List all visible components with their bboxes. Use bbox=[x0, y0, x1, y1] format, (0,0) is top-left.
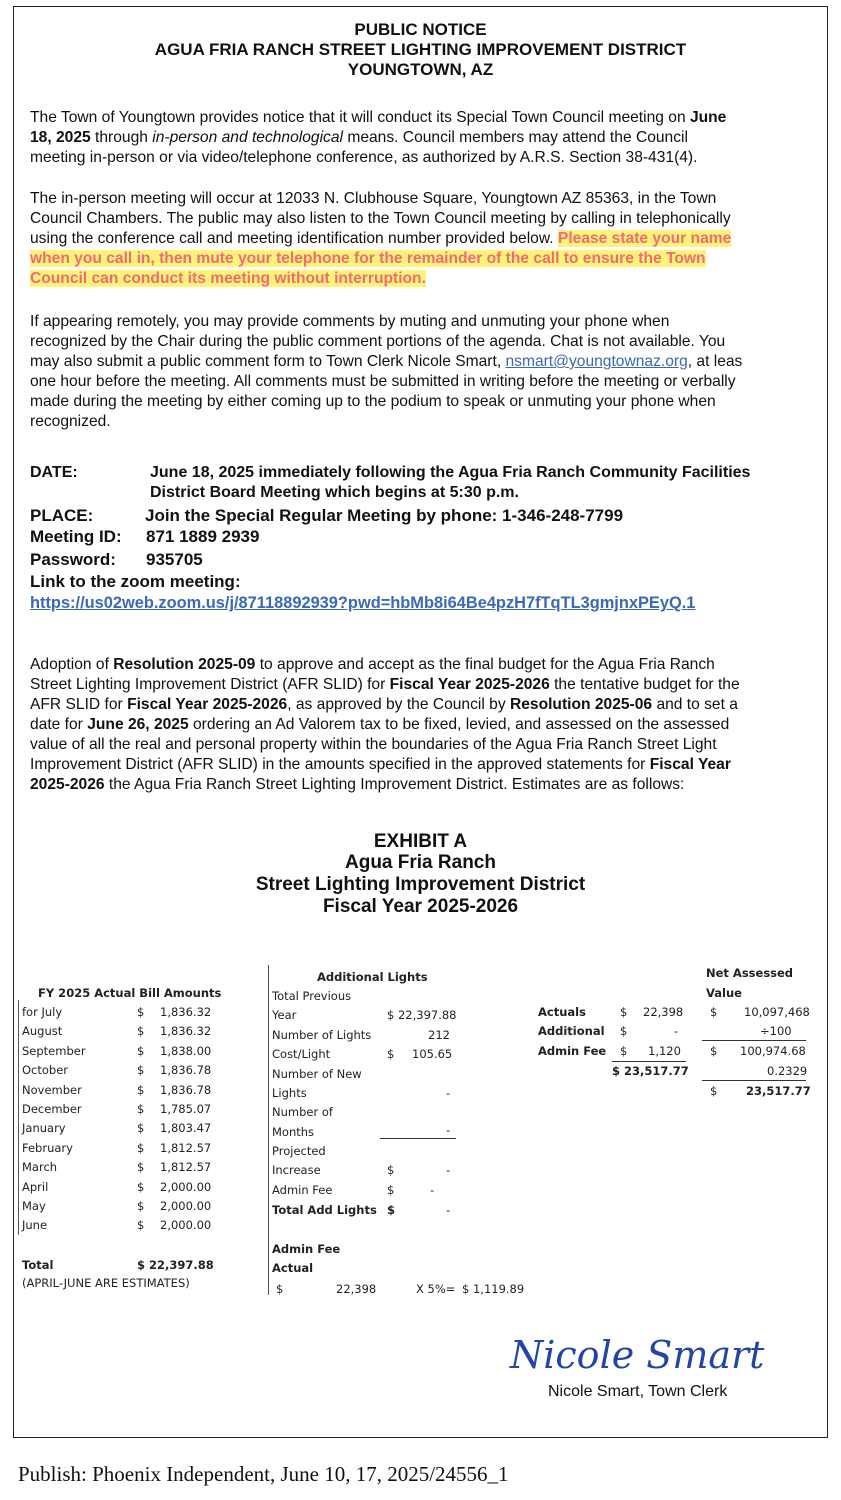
bill-month: June bbox=[22, 1218, 48, 1233]
bill-currency: $ bbox=[137, 1199, 145, 1213]
zoom-meeting-link[interactable]: https://us02web.zoom.us/j/87118892939?pwd=hbMb8i64Be4pzH7fTqTL3gmjnxPEyQ.1 bbox=[30, 594, 696, 612]
clerk-signature: Nicole Smart bbox=[510, 1333, 765, 1377]
projected-value: - bbox=[446, 1163, 451, 1177]
total-add-lights-currency: $ bbox=[387, 1203, 396, 1217]
summary-total: $ 23,517.77 bbox=[612, 1064, 689, 1078]
district-name: AGUA FRIA RANCH STREET LIGHTING IMPROVEMENT DISTRICT bbox=[154, 40, 687, 59]
total-previous-label-2: Year bbox=[272, 1008, 297, 1022]
bill-currency: $ bbox=[137, 1218, 145, 1233]
admin-fee-actual-currency: $ bbox=[276, 1282, 284, 1296]
summary-actuals-label: Actuals bbox=[538, 1005, 586, 1019]
projected-currency: $ bbox=[387, 1163, 395, 1177]
paragraph-in-person-meeting: The in-person meeting will occur at 12033 N. Clubhouse Square, Youngtown AZ 85363, in the Town Council Chambers. The public may also listen to the Town Council meeting by calling in telephonically using the conference call and meeting identification number provided below. Please state your name when you call in, then mute your telephone for the remainder of the call to ensure the Town Council can conduct its meeting without interruption. bbox=[30, 190, 732, 287]
additional-lights-title: Additional Lights bbox=[317, 970, 428, 984]
nav-underline-2 bbox=[702, 1080, 806, 1081]
password-value: 935705 bbox=[146, 550, 203, 569]
place-label: PLACE: bbox=[30, 506, 94, 525]
months-value: - bbox=[446, 1123, 451, 1137]
bill-amount: 1,836.78 bbox=[160, 1063, 212, 1078]
bill-amount: 1,836.32 bbox=[160, 1024, 212, 1039]
nav-title: Net Assessed bbox=[706, 966, 794, 980]
additional-table-border bbox=[268, 965, 269, 1295]
admin-fee-actual-amount: 22,398 bbox=[336, 1282, 377, 1296]
notice-title: PUBLIC NOTICE bbox=[354, 20, 487, 39]
bill-table-border bbox=[18, 1000, 19, 1235]
months-label-2: Months bbox=[272, 1125, 315, 1139]
place-value: Join the Special Regular Meeting by phone: 1-346-248-7799 bbox=[145, 506, 624, 525]
exhibit-subtitle-3: Fiscal Year 2025-2026 bbox=[322, 896, 519, 917]
projected-label-2: Increase bbox=[272, 1163, 321, 1177]
bill-amount: 1,836.32 bbox=[160, 1005, 212, 1019]
bill-month: November bbox=[22, 1082, 82, 1097]
nav-value-1-currency: $ bbox=[710, 1005, 718, 1019]
bill-month: December bbox=[22, 1102, 82, 1116]
bill-month: May bbox=[22, 1199, 46, 1213]
date-value-line2: District Board Meeting which begins at 5:30 p.m. bbox=[150, 484, 519, 501]
summary-admin-currency: $ bbox=[620, 1044, 628, 1058]
total-previous-value: $ 22,397.88 bbox=[387, 1008, 457, 1022]
bill-amount: 2,000.00 bbox=[160, 1179, 212, 1194]
bill-month: April bbox=[22, 1179, 49, 1194]
bill-month: for July bbox=[22, 1005, 63, 1019]
highlighted-instruction: Council can conduct its meeting without interruption. bbox=[30, 270, 426, 287]
highlighted-instruction: Please state your name bbox=[557, 230, 732, 247]
bill-currency: $ bbox=[137, 1179, 145, 1194]
summary-actuals-currency: $ bbox=[620, 1005, 628, 1019]
bill-total-label: Total bbox=[22, 1258, 54, 1272]
months-underline bbox=[380, 1138, 456, 1139]
nav-underline-1 bbox=[702, 1040, 806, 1041]
total-add-lights-label: Total Add Lights bbox=[272, 1203, 377, 1217]
nav-value-3-currency: $ bbox=[710, 1044, 718, 1058]
exhibit-subtitle-1: Agua Fria Ranch bbox=[345, 852, 496, 873]
bill-month: September bbox=[22, 1043, 86, 1058]
meeting-id-value: 871 1889 2939 bbox=[146, 527, 260, 546]
bill-currency: $ bbox=[137, 1063, 145, 1078]
zoom-link-label: Link to the zoom meeting: bbox=[30, 572, 241, 591]
bill-currency: $ bbox=[137, 1160, 145, 1175]
summary-actuals-value: 22,398 bbox=[643, 1005, 684, 1019]
total-add-lights-value: - bbox=[446, 1203, 451, 1217]
summary-additional-label: Additional bbox=[538, 1024, 605, 1038]
cost-per-light-value: 105.65 bbox=[412, 1047, 453, 1061]
bill-amount: 1,812.57 bbox=[160, 1160, 212, 1175]
bill-currency: $ bbox=[137, 1102, 145, 1116]
summary-admin-label: Admin Fee bbox=[538, 1044, 607, 1058]
clerk-email-link[interactable]: nsmart@youngtownaz.org bbox=[505, 353, 688, 370]
bill-amount: 2,000.00 bbox=[160, 1199, 212, 1213]
bill-currency: $ bbox=[137, 1121, 145, 1136]
bill-month: October bbox=[22, 1063, 69, 1078]
admin-fee-actual-label-2: Actual bbox=[272, 1261, 314, 1275]
exhibit-title: EXHIBIT A bbox=[373, 831, 468, 852]
new-lights-label: Number of New bbox=[272, 1067, 362, 1081]
paragraph-meeting-notice: The Town of Youngtown provides notice that it will conduct its Special Town Council meeting on June 18, 2025 through in-person and technological means. Council members may attend the Council meeting in-person or via video/telephone conference, as authorized by A.R.S. Section 38-431(4). bbox=[30, 109, 727, 166]
summary-additional-value: - bbox=[674, 1024, 679, 1038]
total-previous-label: Total Previous bbox=[272, 989, 352, 1003]
nav-value-3: 100,974.68 bbox=[740, 1044, 806, 1058]
nav-value-5-currency: $ bbox=[710, 1084, 718, 1098]
nav-divisor: ÷100 bbox=[760, 1024, 792, 1038]
new-lights-label-2: Lights bbox=[272, 1086, 307, 1100]
date-value-line1: June 18, 2025 immediately following the Agua Fria Ranch Community Facilities bbox=[150, 464, 751, 481]
bill-estimates-note: (APRIL-JUNE ARE ESTIMATES) bbox=[22, 1276, 190, 1290]
bill-amount: 1,785.07 bbox=[160, 1102, 212, 1116]
date-label: DATE: bbox=[30, 464, 78, 481]
cost-per-light-label: Cost/Light bbox=[272, 1047, 331, 1061]
clerk-name: Nicole Smart, Town Clerk bbox=[548, 1383, 728, 1400]
town-name: YOUNGTOWN, AZ bbox=[347, 60, 494, 79]
exhibit-subtitle-2: Street Lighting Improvement District bbox=[255, 874, 586, 895]
new-lights-value: - bbox=[446, 1086, 451, 1100]
bill-currency: $ bbox=[137, 1024, 145, 1039]
bill-amount: 1,803.47 bbox=[160, 1121, 212, 1136]
bill-month: March bbox=[22, 1160, 58, 1175]
months-label: Number of bbox=[272, 1105, 333, 1119]
summary-underline bbox=[612, 1061, 686, 1062]
nav-title-2: Value bbox=[706, 986, 742, 1000]
number-of-lights-label: Number of Lights bbox=[272, 1028, 372, 1042]
bill-month: January bbox=[22, 1121, 66, 1136]
number-of-lights-value: 212 bbox=[428, 1028, 450, 1042]
highlighted-instruction: when you call in, then mute your telephone for the remainder of the call to ensure the Town bbox=[30, 250, 706, 267]
admin-fee-currency: $ bbox=[387, 1183, 395, 1197]
bill-total-value: $ 22,397.88 bbox=[137, 1258, 214, 1272]
admin-fee-actual-label: Admin Fee bbox=[272, 1242, 341, 1256]
summary-admin-value: 1,120 bbox=[648, 1044, 681, 1058]
bill-currency: $ bbox=[137, 1140, 145, 1155]
admin-fee-value: - bbox=[430, 1183, 435, 1197]
bill-amount: 2,000.00 bbox=[160, 1218, 212, 1233]
bill-currency: $ bbox=[137, 1043, 145, 1058]
bill-table-title: FY 2025 Actual Bill Amounts bbox=[38, 986, 222, 1000]
bill-currency: $ bbox=[137, 1082, 145, 1097]
admin-fee-calculation: X 5%= bbox=[416, 1282, 456, 1296]
cost-per-light-currency: $ bbox=[387, 1047, 395, 1061]
nav-value-1: 10,097,468 bbox=[744, 1005, 810, 1019]
admin-fee-result: $ 1,119.89 bbox=[462, 1282, 525, 1296]
publish-footer: Publish: Phoenix Independent, June 10, 17, 2025/24556_1 bbox=[18, 1462, 509, 1486]
bill-amount: 1,812.57 bbox=[160, 1140, 212, 1155]
nav-value-5: 23,517.77 bbox=[746, 1084, 811, 1098]
bill-month: August bbox=[22, 1024, 63, 1039]
summary-additional-currency: $ bbox=[620, 1024, 628, 1038]
password-label: Password: bbox=[30, 550, 116, 569]
meeting-id-label: Meeting ID: bbox=[30, 527, 122, 546]
projected-label: Projected bbox=[272, 1144, 326, 1158]
admin-fee-label: Admin Fee bbox=[272, 1183, 333, 1197]
paragraph-remote-comments: If appearing remotely, you may provide comments by muting and unmuting your phone when recognized by the Chair during the public comment portions of the agenda. Chat is not available. You may also submit a public comment form to Town Clerk Nicole Smart, nsmart@youngtownaz.org, at leas one hour before the meeting. All comments must be submitted in writing before the meeting or verbally made during the meeting by either coming up to the podium to speak or unmuting your phone when recognized. bbox=[30, 313, 743, 430]
bill-amount: 1,836.78 bbox=[160, 1082, 212, 1097]
bill-month: February bbox=[22, 1140, 73, 1155]
bill-currency: $ bbox=[137, 1005, 145, 1019]
paragraph-resolution: Adoption of Resolution 2025-09 to approve and accept as the final budget for the Agua Fria Ranch Street Lighting Improvement District (AFR SLID) for Fiscal Year 2025-2026 the tentative budget for the AFR SLID for Fiscal Year 2025-2026, as approved by the Council by Resolution 2025-06 and to set a date for June 26, 2025 ordering an Ad Valorem tax to be fixed, levied, and assessed on the assessed value of all the real and personal property within the boundaries of the Agua Fria Ranch Street Light Improvement District (AFR SLID) in the amounts specified in the approved statements for Fiscal Year 2025-2026 the Agua Fria Ranch Street Lighting Improvement District. Estimates are as follows: bbox=[30, 656, 740, 793]
bill-amount: 1,838.00 bbox=[160, 1043, 212, 1058]
nav-rate: 0.2329 bbox=[767, 1064, 808, 1078]
